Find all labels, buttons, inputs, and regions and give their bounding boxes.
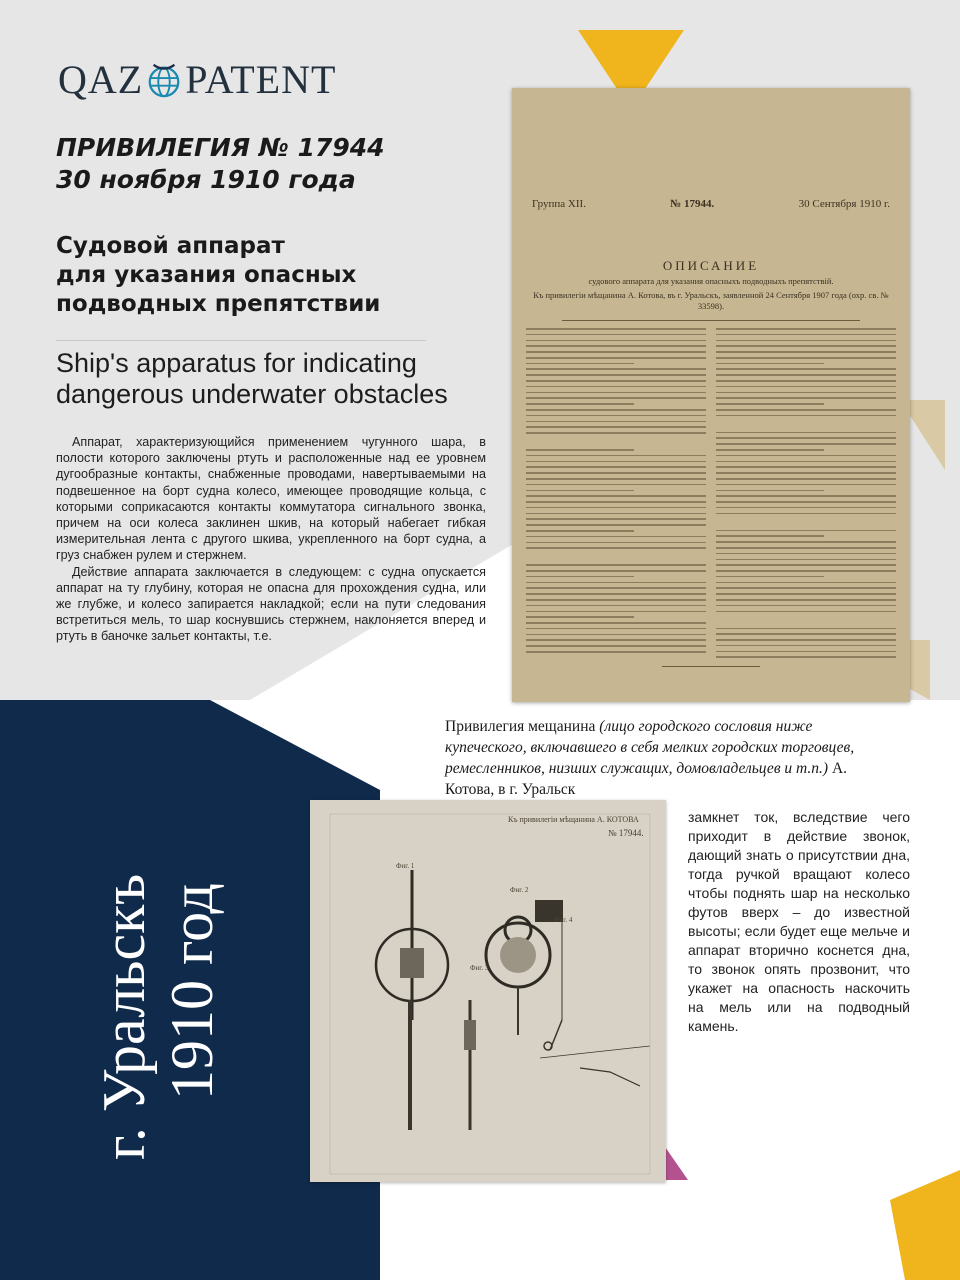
document-text-line (716, 507, 896, 509)
document-text-line (716, 645, 896, 647)
document-text-line (716, 466, 896, 468)
document-text-line (526, 426, 706, 428)
document-text-line (526, 490, 634, 492)
document-text-line (526, 392, 706, 394)
divider (56, 340, 426, 341)
city-name: г. Уральскъ (91, 873, 157, 1160)
document-text-line (716, 484, 896, 486)
document-text-line (716, 328, 896, 330)
fig-3-label: Фиг. 3 (470, 964, 489, 972)
document-text-line (526, 397, 706, 399)
document-text-line (716, 345, 896, 347)
document-text-line (526, 576, 634, 578)
document-text-line (716, 611, 896, 613)
document-subtitle (532, 276, 890, 312)
document-column-right (716, 328, 896, 658)
document-columns (526, 328, 896, 658)
city-year-vertical (90, 874, 226, 1160)
title-ru-line: подводных препятствии (56, 291, 381, 317)
globe-icon (145, 61, 183, 99)
document-text-line (526, 334, 706, 336)
document-text-line (526, 351, 706, 353)
document-text-line (526, 340, 706, 342)
document-text-line (716, 415, 896, 417)
document-text-line (526, 593, 706, 595)
document-text-line (526, 524, 706, 526)
document-text-line (526, 564, 706, 566)
patent-document-scan (512, 88, 910, 702)
document-column-left (526, 328, 706, 658)
document-text-line (526, 507, 706, 509)
privilege-date: 30 ноября 1910 года (56, 165, 356, 194)
document-text-line (526, 553, 706, 560)
document-end-rule (662, 666, 760, 667)
document-text-line (526, 409, 706, 411)
document-text-line (526, 363, 634, 365)
drawing-header-line1: Къ привилегіи мѣщанина А. КОТОВА (508, 815, 639, 824)
document-text-line (716, 409, 896, 411)
document-text-line (526, 466, 706, 468)
document-text-line (716, 501, 896, 503)
document-text-line (526, 438, 706, 445)
document-text-line (716, 605, 896, 607)
document-heading: ОПИСАНИЕ (662, 258, 760, 273)
document-text-line (526, 403, 634, 405)
document-text-line (716, 334, 896, 336)
document-text-line (526, 536, 706, 538)
document-text-line (716, 651, 896, 653)
document-text-line (526, 634, 706, 636)
document-text-line (526, 628, 706, 630)
body-text (56, 434, 486, 645)
document-text-line (526, 547, 706, 549)
document-text-line (526, 651, 706, 653)
document-text-line (526, 484, 706, 486)
document-text-line (716, 518, 896, 525)
body-paragraph: Действие аппарата заключается в следующем: с судна опускается аппарат на ту глубину, которая не опасна для прохождения судна, или же глубже, и колесо запирается накладкой; если на пути следования встретиться мель, то шар коснувшись стержнем, наклоняется вперед и ртуть в баночке зальет контакты, т.е. (56, 564, 486, 644)
drawing-header-line2: № 17944. (608, 828, 644, 838)
document-text-line (526, 386, 706, 388)
title-russian (56, 232, 486, 319)
document-text-line (716, 633, 896, 635)
document-text-line (526, 421, 706, 423)
title-en-line: Ship's apparatus for indicating (56, 348, 417, 378)
document-text-line (716, 392, 896, 394)
document-text-line (716, 380, 896, 382)
document-text-line (526, 455, 706, 457)
document-text-line (716, 559, 896, 561)
document-text-line (716, 386, 896, 388)
document-text-line (526, 611, 706, 613)
document-text-line (716, 490, 824, 492)
document-text-line (716, 547, 896, 549)
qazpatent-logo (58, 56, 336, 103)
document-text-line (716, 535, 824, 537)
document-text-line (716, 495, 896, 497)
document-text-line (716, 530, 896, 532)
fig-1-label: Фиг. 1 (396, 862, 415, 870)
document-text-line (526, 513, 706, 515)
document-text-line (716, 553, 896, 555)
document-text-line (526, 605, 706, 607)
document-text-line (716, 564, 896, 566)
document-text-line (716, 541, 896, 543)
document-text-line (526, 570, 706, 572)
document-subtitle-text: судового аппарата для указания опасныхъ подводныхъ препятствій. (588, 276, 834, 286)
privilege-heading (56, 132, 385, 196)
fig-4-label: Фиг. 4 (554, 916, 573, 924)
document-text-line (526, 449, 634, 451)
title-ru-line: Судовой аппарат (56, 233, 285, 259)
body-continuation: замкнет ток, вследствие чего приходит в действие звонок, дающий знать о присутствии дна, тогда ручкой вращают колесо чтобы поднять шар на несколько футов вверх – до известной высоты; если будет еще мельче и аппарат вторично коснется дна, то звонок опять прозвонит, что укажет на опасность наскочить на мель или на подводный камень. (688, 809, 910, 1034)
document-text-line (716, 656, 896, 658)
document-text-line (716, 513, 896, 515)
logo-right-text: PATENT (185, 57, 337, 102)
document-text-line (526, 495, 706, 497)
privilege-number: ПРИВИЛЕГИЯ № 17944 (56, 133, 385, 162)
document-text-line (716, 403, 824, 405)
document-text-line (526, 645, 706, 647)
document-text-line (526, 587, 706, 589)
document-text-line (526, 599, 706, 601)
document-text-line (526, 542, 706, 544)
document-text-line (716, 449, 824, 451)
document-text-line (716, 593, 896, 595)
document-date: 30 Сентября 1910 г. (798, 198, 890, 210)
document-text-line (526, 415, 706, 417)
document-header (512, 198, 910, 210)
document-text-line (526, 478, 706, 480)
document-privilege-line: Къ привилегіи мѣщанина А. Котова, въ г. Уральскъ, заявленной 24 Сентября 1907 года (охр. св. № 33598). (533, 290, 889, 311)
document-text-line (716, 616, 896, 623)
document-text-line (526, 472, 706, 474)
caption-prefix: Привилегия мещанина (445, 718, 596, 735)
year-label: 1910 год (159, 883, 225, 1100)
document-text-line (716, 472, 896, 474)
document-text-line (526, 616, 634, 618)
document-text-line (716, 357, 896, 359)
document-text-line (526, 622, 706, 624)
document-rule (562, 320, 860, 321)
document-text-line (526, 639, 706, 641)
title-ru-line: для указания опасных (56, 262, 357, 288)
document-text-line (716, 351, 896, 353)
document-text-line (716, 443, 896, 445)
document-text-line (716, 587, 896, 589)
patent-drawing (310, 800, 666, 1182)
title-english (56, 348, 516, 410)
document-text-line (526, 582, 706, 584)
body-paragraph: Аппарат, характеризующийся применением чугунного шара, в полости которого заключены ртуть и расположенные над ее уровнем дугообразные контакты, снабженные проводами, навертываемыми на подвешенное на борт судна колесо, имеющее проводящие кольца, с которыми соприкасаются контакты коммутатора сигнального звонка, причем на оси колеса заклинен шкив, на который набегает гибкая измерительная лента с другого шкива, укрепленного на борт судна, а груз снабжен рулем и стержнем. (56, 435, 486, 563)
drawing-figures (310, 800, 666, 1182)
document-group: Группа XII. (532, 198, 586, 210)
document-text-line (716, 374, 896, 376)
document-text-line (716, 628, 896, 630)
document-text-line (526, 357, 706, 359)
document-text-line (716, 432, 896, 434)
document-text-line (526, 374, 706, 376)
document-text-line (716, 570, 896, 572)
document-text-line (716, 437, 896, 439)
document-text-line (526, 328, 706, 330)
document-text-line (526, 368, 706, 370)
document-text-line (716, 639, 896, 641)
document-text-line (716, 368, 896, 370)
document-text-line (716, 455, 896, 457)
document-text-line (716, 478, 896, 480)
document-text-line (526, 461, 706, 463)
title-en-line: dangerous underwater obstacles (56, 379, 448, 409)
document-text-line (716, 363, 824, 365)
document-text-line (526, 518, 706, 520)
document-text-line (526, 345, 706, 347)
caption-suffix: А. Котова, в г. Уральск (445, 760, 848, 798)
document-text-line (526, 380, 706, 382)
document-text-line (716, 576, 824, 578)
document-text-line (716, 599, 896, 601)
document-text-line (716, 461, 896, 463)
document-text-line (526, 432, 706, 434)
document-text-line (716, 340, 896, 342)
fig-2-label: Фиг. 2 (510, 886, 529, 894)
caption-italic: (лицо городского сословия ниже купеческого, включавшего в себя мелких городских торговцев, ремесленников, низших служащих, домовладельцев и т.п.) (445, 718, 855, 777)
caption (445, 716, 895, 800)
document-text-line (716, 582, 896, 584)
logo-left-text: QAZ (58, 57, 144, 102)
document-number: № 17944. (670, 198, 715, 210)
document-text-line (716, 421, 896, 428)
document-text-line (526, 501, 706, 503)
document-text-line (716, 397, 896, 399)
document-text-line (526, 530, 634, 532)
